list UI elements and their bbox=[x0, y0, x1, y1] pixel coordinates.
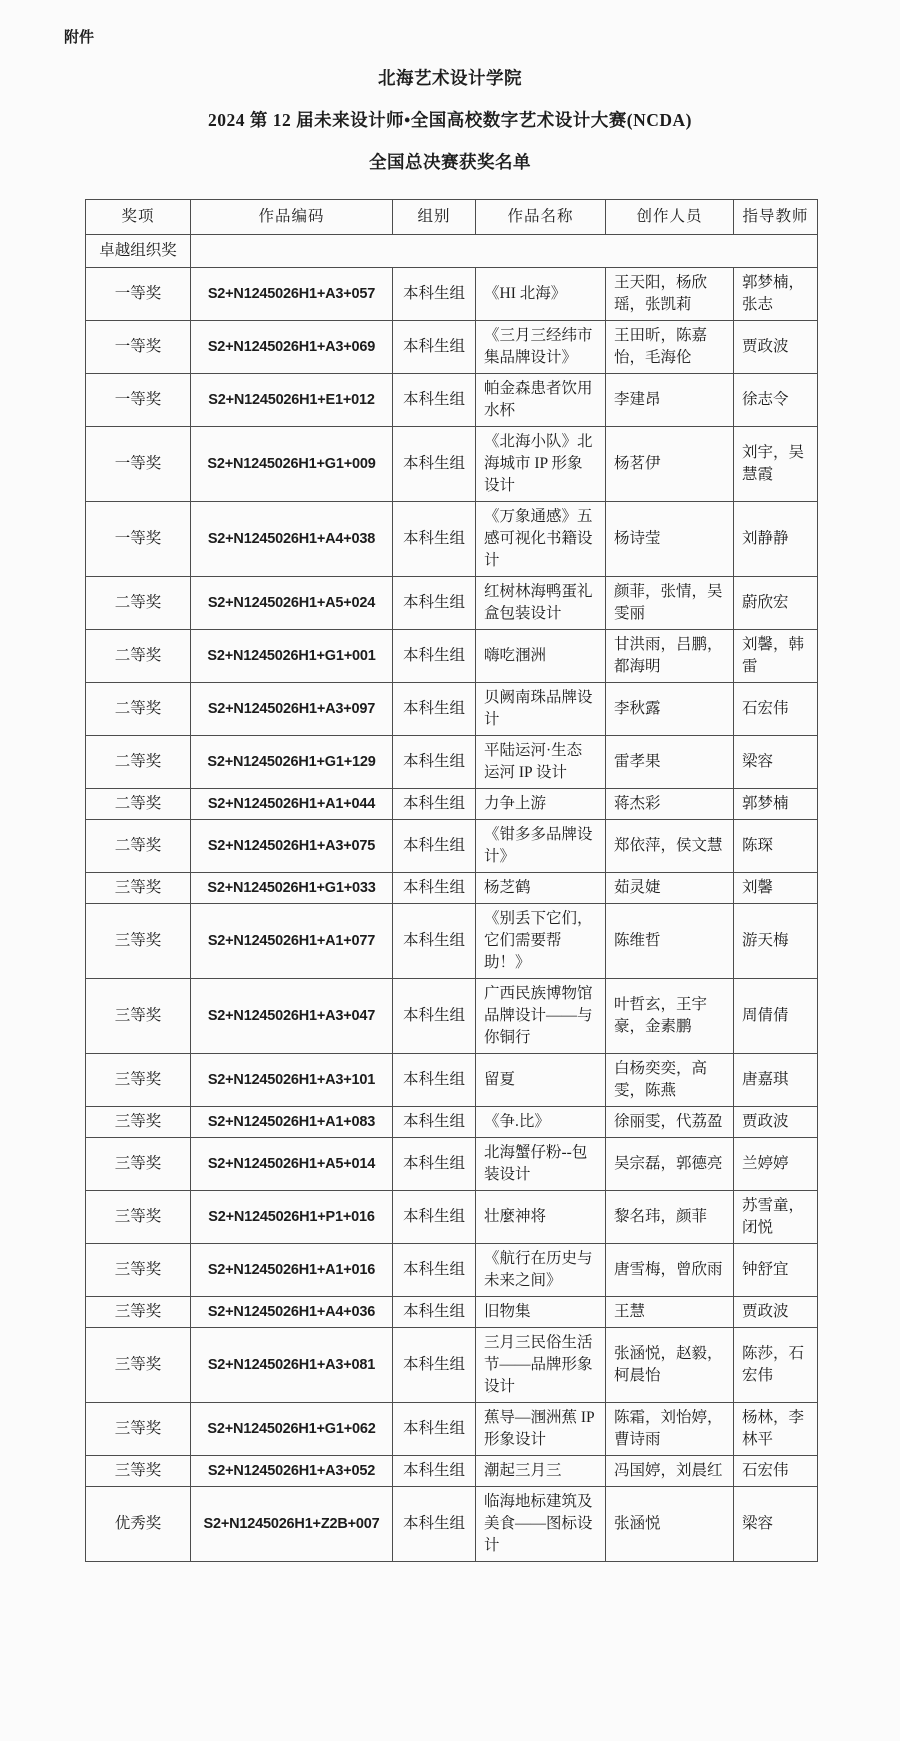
table-row bbox=[86, 1328, 818, 1403]
cell-work: 潮起三月三 bbox=[476, 1456, 606, 1487]
cell-advisors: 周倩倩 bbox=[734, 979, 818, 1054]
cell-work: 三月三民俗生活节——品牌形象设计 bbox=[476, 1328, 606, 1403]
cell-advisors: 郭梦楠，张志 bbox=[734, 268, 818, 321]
cell-award: 三等奖 bbox=[86, 1403, 191, 1456]
cell-advisors: 苏雪童，闭悦 bbox=[734, 1191, 818, 1244]
cell-award: 三等奖 bbox=[86, 1054, 191, 1107]
cell-creators: 陈维哲 bbox=[606, 904, 734, 979]
cell-code: S2+N1245026H1+A3+069 bbox=[191, 321, 393, 374]
cell-award: 三等奖 bbox=[86, 1456, 191, 1487]
cell-code: S2+N1245026H1+G1+009 bbox=[191, 427, 393, 502]
cell-advisors: 刘宇，吴慧霞 bbox=[734, 427, 818, 502]
table-row bbox=[86, 1403, 818, 1456]
cell-award: 一等奖 bbox=[86, 374, 191, 427]
cell-creators: 张涵悦 bbox=[606, 1487, 734, 1562]
cell-group: 本科生组 bbox=[393, 1456, 476, 1487]
cell-award: 二等奖 bbox=[86, 630, 191, 683]
cell-award: 一等奖 bbox=[86, 502, 191, 577]
cell-group: 本科生组 bbox=[393, 1403, 476, 1456]
cell-creators: 杨诗莹 bbox=[606, 502, 734, 577]
table-row bbox=[86, 1456, 818, 1487]
cell-creators: 冯国婷，刘晨红 bbox=[606, 1456, 734, 1487]
table-row bbox=[86, 820, 818, 873]
table-row bbox=[86, 321, 818, 374]
cell-work: 红树林海鸭蛋礼盒包装设计 bbox=[476, 577, 606, 630]
cell-creators: 王慧 bbox=[606, 1297, 734, 1328]
table-row bbox=[86, 374, 818, 427]
cell-award: 二等奖 bbox=[86, 736, 191, 789]
cell-advisors: 刘馨 bbox=[734, 873, 818, 904]
cell-advisors: 陈琛 bbox=[734, 820, 818, 873]
cell-work: 《万象通感》五感可视化书籍设计 bbox=[476, 502, 606, 577]
cell-creators: 蒋杰彩 bbox=[606, 789, 734, 820]
column-header-5: 创作人员 bbox=[606, 200, 734, 235]
cell-work: 蕉导—涠洲蕉 IP 形象设计 bbox=[476, 1403, 606, 1456]
cell-code: S2+N1245026H1+A1+016 bbox=[191, 1244, 393, 1297]
cell-group: 本科生组 bbox=[393, 374, 476, 427]
table-row bbox=[86, 427, 818, 502]
cell-group: 本科生组 bbox=[393, 1107, 476, 1138]
cell-group: 本科生组 bbox=[393, 1138, 476, 1191]
cell-creators: 陈霜，刘怡婷，曹诗雨 bbox=[606, 1403, 734, 1456]
cell-creators: 黎名玮，颜菲 bbox=[606, 1191, 734, 1244]
table-row bbox=[86, 1107, 818, 1138]
cell-advisors: 贾政波 bbox=[734, 1297, 818, 1328]
cell-award: 二等奖 bbox=[86, 789, 191, 820]
cell-work: 旧物集 bbox=[476, 1297, 606, 1328]
doc-title-competition: 2024 第 12 届未来设计师•全国高校数字艺术设计大赛(NCDA) bbox=[208, 110, 692, 130]
awards-table bbox=[85, 199, 818, 1562]
cell-work: 广西民族博物馆品牌设计——与你铜行 bbox=[476, 979, 606, 1054]
cell-group: 本科生组 bbox=[393, 789, 476, 820]
table-row bbox=[86, 630, 818, 683]
cell-award: 一等奖 bbox=[86, 321, 191, 374]
cell-code: S2+N1245026H1+A3+097 bbox=[191, 683, 393, 736]
cell-work: 杨芝鹤 bbox=[476, 873, 606, 904]
column-header-1: 奖项 bbox=[86, 200, 191, 235]
cell-award: 三等奖 bbox=[86, 1244, 191, 1297]
cell-advisors: 石宏伟 bbox=[734, 683, 818, 736]
section-award-cell: 卓越组织奖 bbox=[86, 235, 191, 268]
section-empty-cell bbox=[191, 235, 818, 268]
cell-advisors: 杨林，李林平 bbox=[734, 1403, 818, 1456]
cell-award: 优秀奖 bbox=[86, 1487, 191, 1562]
cell-advisors: 钟舒宜 bbox=[734, 1244, 818, 1297]
table-row bbox=[86, 873, 818, 904]
cell-work: 壮麼神将 bbox=[476, 1191, 606, 1244]
cell-code: S2+N1245026H1+P1+016 bbox=[191, 1191, 393, 1244]
cell-creators: 李建昂 bbox=[606, 374, 734, 427]
cell-code: S2+N1245026H1+G1+033 bbox=[191, 873, 393, 904]
cell-work: 留夏 bbox=[476, 1054, 606, 1107]
table-row bbox=[86, 904, 818, 979]
table-row bbox=[86, 979, 818, 1054]
cell-creators: 王田昕，陈嘉怡，毛海伦 bbox=[606, 321, 734, 374]
cell-group: 本科生组 bbox=[393, 630, 476, 683]
column-header-2: 作品编码 bbox=[191, 200, 393, 235]
cell-code: S2+N1245026H1+A1+044 bbox=[191, 789, 393, 820]
cell-group: 本科生组 bbox=[393, 683, 476, 736]
section-row bbox=[86, 235, 818, 268]
cell-group: 本科生组 bbox=[393, 1328, 476, 1403]
cell-group: 本科生组 bbox=[393, 427, 476, 502]
cell-work: 《航行在历史与未来之间》 bbox=[476, 1244, 606, 1297]
cell-group: 本科生组 bbox=[393, 502, 476, 577]
cell-advisors: 兰婷婷 bbox=[734, 1138, 818, 1191]
table-row bbox=[86, 683, 818, 736]
cell-award: 三等奖 bbox=[86, 904, 191, 979]
cell-work: 北海蟹仔粉--包装设计 bbox=[476, 1138, 606, 1191]
table-row bbox=[86, 268, 818, 321]
cell-code: S2+N1245026H1+G1+001 bbox=[191, 630, 393, 683]
cell-work: 嗨吃涠洲 bbox=[476, 630, 606, 683]
cell-group: 本科生组 bbox=[393, 979, 476, 1054]
cell-group: 本科生组 bbox=[393, 1244, 476, 1297]
cell-work: 《三月三经纬市集品牌设计》 bbox=[476, 321, 606, 374]
cell-award: 三等奖 bbox=[86, 979, 191, 1054]
cell-creators: 叶哲玄，王宇豪，金素鹏 bbox=[606, 979, 734, 1054]
table-row bbox=[86, 577, 818, 630]
cell-advisors: 唐嘉琪 bbox=[734, 1054, 818, 1107]
cell-award: 三等奖 bbox=[86, 1328, 191, 1403]
table-row bbox=[86, 1487, 818, 1562]
cell-code: S2+N1245026H1+G1+129 bbox=[191, 736, 393, 789]
doc-title-award-list: 全国总决赛获奖名单 bbox=[369, 152, 531, 172]
cell-creators: 吴宗磊，郭德亮 bbox=[606, 1138, 734, 1191]
cell-award: 二等奖 bbox=[86, 820, 191, 873]
column-header-3: 组别 bbox=[393, 200, 476, 235]
cell-creators: 杨茗伊 bbox=[606, 427, 734, 502]
cell-code: S2+N1245026H1+Z2B+007 bbox=[191, 1487, 393, 1562]
cell-code: S2+N1245026H1+A3+057 bbox=[191, 268, 393, 321]
cell-work: 力争上游 bbox=[476, 789, 606, 820]
table-row bbox=[86, 1297, 818, 1328]
cell-work: 《争.比》 bbox=[476, 1107, 606, 1138]
cell-group: 本科生组 bbox=[393, 321, 476, 374]
cell-award: 三等奖 bbox=[86, 1191, 191, 1244]
cell-advisors: 陈莎，石宏伟 bbox=[734, 1328, 818, 1403]
cell-work: 贝阙南珠品牌设计 bbox=[476, 683, 606, 736]
cell-award: 三等奖 bbox=[86, 1138, 191, 1191]
cell-creators: 李秋露 bbox=[606, 683, 734, 736]
cell-creators: 唐雪梅，曾欣雨 bbox=[606, 1244, 734, 1297]
column-header-6: 指导教师 bbox=[734, 200, 818, 235]
cell-code: S2+N1245026H1+E1+012 bbox=[191, 374, 393, 427]
table-row bbox=[86, 789, 818, 820]
cell-work: 平陆运河·生态运河 IP 设计 bbox=[476, 736, 606, 789]
cell-advisors: 游天梅 bbox=[734, 904, 818, 979]
table-row bbox=[86, 1054, 818, 1107]
table-row bbox=[86, 1138, 818, 1191]
cell-group: 本科生组 bbox=[393, 904, 476, 979]
cell-award: 一等奖 bbox=[86, 427, 191, 502]
cell-code: S2+N1245026H1+A5+014 bbox=[191, 1138, 393, 1191]
cell-code: S2+N1245026H1+A1+083 bbox=[191, 1107, 393, 1138]
table-row bbox=[86, 1191, 818, 1244]
cell-code: S2+N1245026H1+A3+101 bbox=[191, 1054, 393, 1107]
cell-advisors: 梁容 bbox=[734, 736, 818, 789]
cell-code: S2+N1245026H1+A4+036 bbox=[191, 1297, 393, 1328]
cell-creators: 张涵悦，赵毅，柯晨怡 bbox=[606, 1328, 734, 1403]
cell-work: 临海地标建筑及美食——图标设计 bbox=[476, 1487, 606, 1562]
cell-advisors: 郭梦楠 bbox=[734, 789, 818, 820]
cell-group: 本科生组 bbox=[393, 873, 476, 904]
cell-code: S2+N1245026H1+A5+024 bbox=[191, 577, 393, 630]
cell-code: S2+N1245026H1+A3+052 bbox=[191, 1456, 393, 1487]
cell-code: S2+N1245026H1+G1+062 bbox=[191, 1403, 393, 1456]
cell-award: 三等奖 bbox=[86, 1297, 191, 1328]
cell-creators: 甘洪雨，吕鹏，都海明 bbox=[606, 630, 734, 683]
cell-creators: 雷孝果 bbox=[606, 736, 734, 789]
cell-group: 本科生组 bbox=[393, 1297, 476, 1328]
cell-work: 《HI 北海》 bbox=[476, 268, 606, 321]
cell-work: 《钳多多品牌设计》 bbox=[476, 820, 606, 873]
cell-group: 本科生组 bbox=[393, 577, 476, 630]
cell-creators: 徐丽雯，代荔盈 bbox=[606, 1107, 734, 1138]
cell-code: S2+N1245026H1+A3+075 bbox=[191, 820, 393, 873]
cell-award: 三等奖 bbox=[86, 873, 191, 904]
cell-advisors: 梁容 bbox=[734, 1487, 818, 1562]
cell-creators: 白杨奕奕，高雯，陈燕 bbox=[606, 1054, 734, 1107]
cell-advisors: 贾政波 bbox=[734, 1107, 818, 1138]
cell-group: 本科生组 bbox=[393, 736, 476, 789]
doc-title-school: 北海艺术设计学院 bbox=[378, 68, 522, 88]
table-row bbox=[86, 736, 818, 789]
table-header-row bbox=[86, 200, 818, 235]
table-row bbox=[86, 1244, 818, 1297]
cell-advisors: 蔚欣宏 bbox=[734, 577, 818, 630]
cell-work: 《北海小队》北海城市 IP 形象设计 bbox=[476, 427, 606, 502]
cell-group: 本科生组 bbox=[393, 1191, 476, 1244]
cell-code: S2+N1245026H1+A3+047 bbox=[191, 979, 393, 1054]
cell-creators: 郑依萍，侯文慧 bbox=[606, 820, 734, 873]
cell-work: 帕金森患者饮用水杯 bbox=[476, 374, 606, 427]
title-block bbox=[0, 68, 900, 173]
cell-advisors: 刘馨，韩雷 bbox=[734, 630, 818, 683]
cell-advisors: 石宏伟 bbox=[734, 1456, 818, 1487]
cell-advisors: 刘静静 bbox=[734, 502, 818, 577]
cell-award: 二等奖 bbox=[86, 683, 191, 736]
cell-advisors: 贾政波 bbox=[734, 321, 818, 374]
cell-code: S2+N1245026H1+A3+081 bbox=[191, 1328, 393, 1403]
cell-group: 本科生组 bbox=[393, 268, 476, 321]
cell-code: S2+N1245026H1+A1+077 bbox=[191, 904, 393, 979]
cell-award: 三等奖 bbox=[86, 1107, 191, 1138]
cell-award: 一等奖 bbox=[86, 268, 191, 321]
cell-creators: 王天阳，杨欣瑶，张凯莉 bbox=[606, 268, 734, 321]
cell-creators: 茹灵婕 bbox=[606, 873, 734, 904]
cell-group: 本科生组 bbox=[393, 1054, 476, 1107]
cell-creators: 颜菲，张情，吴雯丽 bbox=[606, 577, 734, 630]
cell-award: 二等奖 bbox=[86, 577, 191, 630]
cell-group: 本科生组 bbox=[393, 820, 476, 873]
cell-work: 《别丢下它们，它们需要帮助！》 bbox=[476, 904, 606, 979]
cell-group: 本科生组 bbox=[393, 1487, 476, 1562]
cell-code: S2+N1245026H1+A4+038 bbox=[191, 502, 393, 577]
table-row bbox=[86, 502, 818, 577]
attachment-label: 附件 bbox=[64, 30, 95, 46]
cell-advisors: 徐志令 bbox=[734, 374, 818, 427]
column-header-4: 作品名称 bbox=[476, 200, 606, 235]
